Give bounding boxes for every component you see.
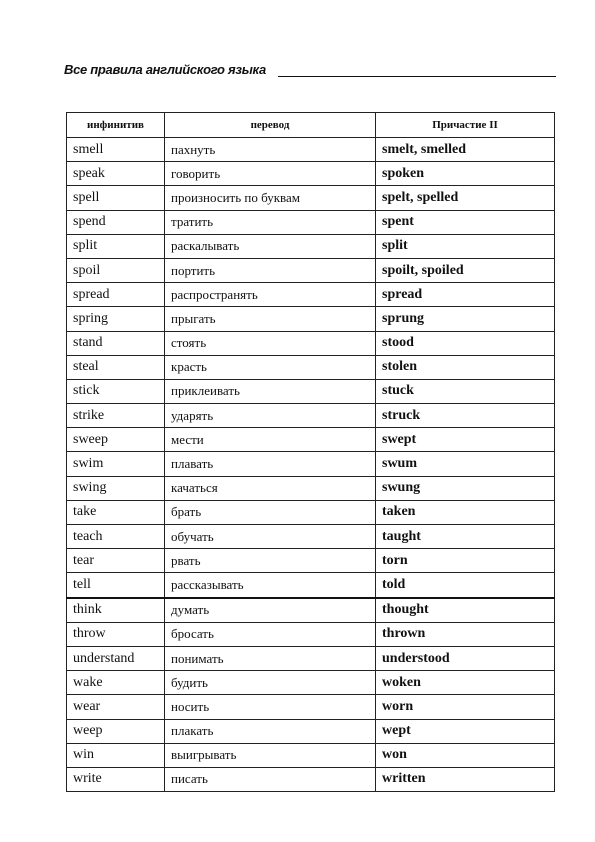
table-row <box>67 598 555 623</box>
participle-cell: thought <box>376 598 555 623</box>
translation-cell: мести <box>165 428 376 452</box>
infinitive-cell: wake <box>67 671 165 695</box>
infinitive-cell: spring <box>67 307 165 331</box>
table-row <box>67 719 555 743</box>
table-row <box>67 500 555 524</box>
table-row <box>67 234 555 258</box>
table-row <box>67 476 555 500</box>
translation-cell: произносить по буквам <box>165 186 376 210</box>
participle-cell: spent <box>376 210 555 234</box>
participle-cell: written <box>376 767 555 791</box>
participle-cell: understood <box>376 646 555 670</box>
translation-cell: говорить <box>165 162 376 186</box>
infinitive-cell: spell <box>67 186 165 210</box>
page-header-title: Все правила английского языка <box>64 62 266 77</box>
infinitive-cell: tear <box>67 549 165 573</box>
participle-cell: wept <box>376 719 555 743</box>
translation-cell: приклеивать <box>165 379 376 403</box>
translation-cell: тратить <box>165 210 376 234</box>
participle-cell: taught <box>376 525 555 549</box>
participle-cell: swung <box>376 476 555 500</box>
table-row <box>67 767 555 791</box>
table-row <box>67 452 555 476</box>
table-row <box>67 622 555 646</box>
irregular-verbs-table <box>66 112 555 792</box>
table-row <box>67 743 555 767</box>
table-row <box>67 549 555 573</box>
translation-cell: выигрывать <box>165 743 376 767</box>
participle-cell: torn <box>376 549 555 573</box>
table-row <box>67 404 555 428</box>
participle-cell: spelt, spelled <box>376 186 555 210</box>
participle-cell: struck <box>376 404 555 428</box>
translation-cell: качаться <box>165 476 376 500</box>
infinitive-cell: wear <box>67 695 165 719</box>
participle-cell: sprung <box>376 307 555 331</box>
translation-cell: обучать <box>165 525 376 549</box>
participle-cell: spoken <box>376 162 555 186</box>
table-row <box>67 138 555 162</box>
table-row <box>67 525 555 549</box>
participle-cell: spread <box>376 283 555 307</box>
header-rule <box>278 76 556 77</box>
translation-cell: бросать <box>165 622 376 646</box>
translation-cell: понимать <box>165 646 376 670</box>
translation-cell: рвать <box>165 549 376 573</box>
participle-cell: told <box>376 573 555 598</box>
page-header <box>64 62 556 82</box>
table-row <box>67 162 555 186</box>
translation-cell: распространять <box>165 283 376 307</box>
translation-cell: плакать <box>165 719 376 743</box>
infinitive-cell: take <box>67 500 165 524</box>
table-row <box>67 186 555 210</box>
infinitive-cell: stick <box>67 379 165 403</box>
infinitive-cell: spend <box>67 210 165 234</box>
infinitive-cell: win <box>67 743 165 767</box>
infinitive-cell: spread <box>67 283 165 307</box>
infinitive-cell: steal <box>67 355 165 379</box>
translation-cell: ударять <box>165 404 376 428</box>
table-row <box>67 428 555 452</box>
table-header-row <box>67 113 555 138</box>
infinitive-cell: sweep <box>67 428 165 452</box>
translation-cell: красть <box>165 355 376 379</box>
infinitive-cell: weep <box>67 719 165 743</box>
table-body <box>67 138 555 792</box>
translation-cell: рассказывать <box>165 573 376 598</box>
participle-cell: woken <box>376 671 555 695</box>
infinitive-cell: throw <box>67 622 165 646</box>
translation-cell: раскалывать <box>165 234 376 258</box>
participle-cell: smelt, smelled <box>376 138 555 162</box>
infinitive-cell: swing <box>67 476 165 500</box>
table-row <box>67 307 555 331</box>
infinitive-cell: stand <box>67 331 165 355</box>
infinitive-cell: think <box>67 598 165 623</box>
infinitive-cell: swim <box>67 452 165 476</box>
translation-cell: стоять <box>165 331 376 355</box>
participle-cell: worn <box>376 695 555 719</box>
participle-cell: swept <box>376 428 555 452</box>
column-header-infinitive: инфинитив <box>67 113 165 138</box>
translation-cell: плавать <box>165 452 376 476</box>
table-row <box>67 379 555 403</box>
table-row <box>67 283 555 307</box>
infinitive-cell: speak <box>67 162 165 186</box>
infinitive-cell: smell <box>67 138 165 162</box>
table-row <box>67 210 555 234</box>
translation-cell: носить <box>165 695 376 719</box>
participle-cell: spoilt, spoiled <box>376 258 555 282</box>
translation-cell: прыгать <box>165 307 376 331</box>
table-row <box>67 258 555 282</box>
infinitive-cell: understand <box>67 646 165 670</box>
infinitive-cell: tell <box>67 573 165 598</box>
participle-cell: taken <box>376 500 555 524</box>
table-row <box>67 646 555 670</box>
table-row <box>67 695 555 719</box>
table-row <box>67 331 555 355</box>
table-row <box>67 671 555 695</box>
infinitive-cell: strike <box>67 404 165 428</box>
translation-cell: писать <box>165 767 376 791</box>
translation-cell: будить <box>165 671 376 695</box>
translation-cell: думать <box>165 598 376 623</box>
infinitive-cell: spoil <box>67 258 165 282</box>
translation-cell: брать <box>165 500 376 524</box>
participle-cell: won <box>376 743 555 767</box>
infinitive-cell: teach <box>67 525 165 549</box>
translation-cell: портить <box>165 258 376 282</box>
participle-cell: stood <box>376 331 555 355</box>
participle-cell: stolen <box>376 355 555 379</box>
table-row <box>67 355 555 379</box>
column-header-participle: Причастие II <box>376 113 555 138</box>
translation-cell: пахнуть <box>165 138 376 162</box>
participle-cell: split <box>376 234 555 258</box>
participle-cell: stuck <box>376 379 555 403</box>
infinitive-cell: write <box>67 767 165 791</box>
participle-cell: thrown <box>376 622 555 646</box>
table-row <box>67 573 555 598</box>
infinitive-cell: split <box>67 234 165 258</box>
participle-cell: swum <box>376 452 555 476</box>
column-header-translation: перевод <box>165 113 376 138</box>
verbs-table-container <box>66 112 554 792</box>
